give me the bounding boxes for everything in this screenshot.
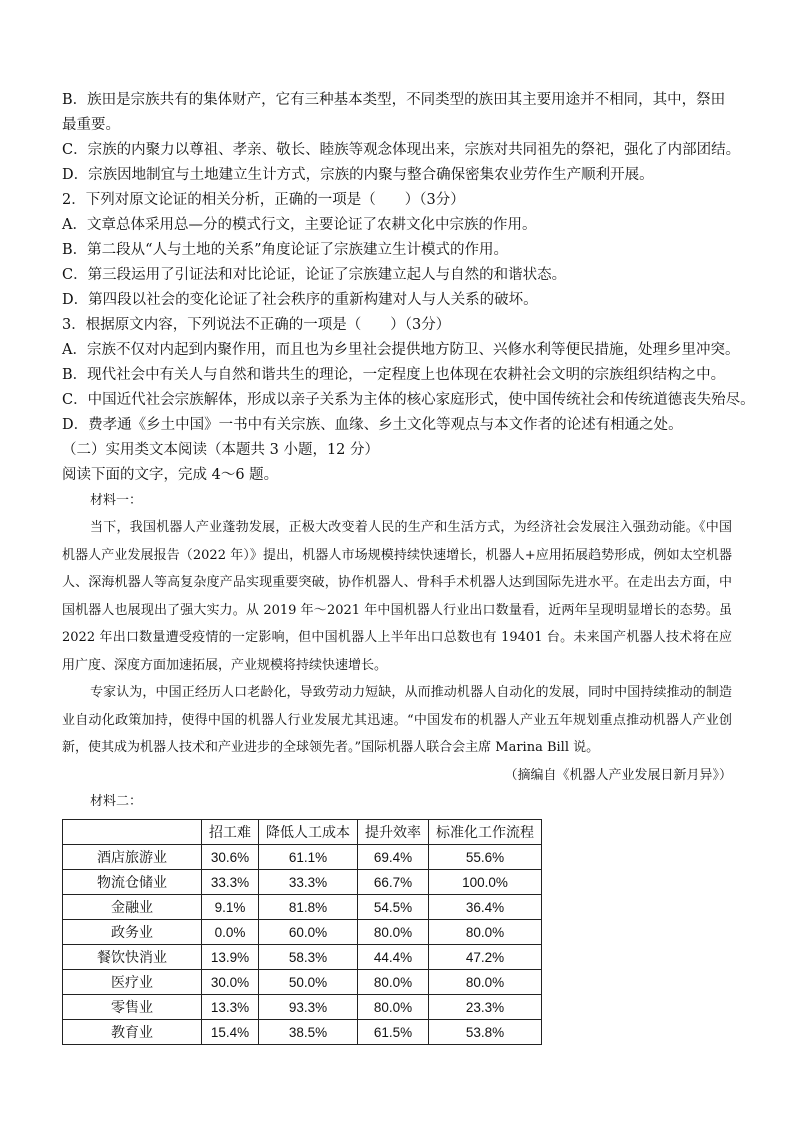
table-row — [63, 895, 542, 920]
table-cell: 15.4% — [202, 1020, 259, 1045]
table-header-cell: 标准化工作流程 — [429, 820, 542, 845]
table-cell: 33.3% — [202, 870, 259, 895]
table-cell: 0.0% — [202, 920, 259, 945]
material-one-paragraph-1: 当下，我国机器人产业蓬勃发展，正极大改变着人民的生产和生活方式，为经济社会发展注入强劲动能。《中国机器人产业发展报告（2022 年）》提出，机器人市场规模持续快速增长，机器人+应用拓展趋势形成，例如太空机器人、深海机器人等高复杂度产品实现重要突破，协作机器人、骨科手术机器人达到国际先进水平。在走出去方面，中国机器人也展现出了强大实力。从 2019 年～2021 年中国机器人行业出口数量看，近两年呈现明显增长的态势。虽 2022 年出口数量遭受疫情的一定影响，但中国机器人上半年出口总数也有 19401 台。未来国产机器人技术将在应用广度、深度方面加速拓展，产业规模将持续快速增长。 — [62, 520, 732, 673]
section-instruction: 阅读下面的文字，完成 4～6 题。 — [62, 467, 279, 483]
table-cell: 55.6% — [429, 845, 542, 870]
table-header-cell: 招工难 — [202, 820, 259, 845]
table-cell: 9.1% — [202, 895, 259, 920]
table-cell: 80.0% — [358, 970, 429, 995]
table-row-label: 教育业 — [63, 1020, 202, 1045]
table-cell: 93.3% — [259, 995, 358, 1020]
table-row-label: 金融业 — [63, 895, 202, 920]
table-row-label: 医疗业 — [63, 970, 202, 995]
table-row-label: 餐饮快消业 — [63, 945, 202, 970]
table-row-label: 酒店旅游业 — [63, 845, 202, 870]
table-cell: 80.0% — [429, 970, 542, 995]
table-cell: 44.4% — [358, 945, 429, 970]
table-header-row — [63, 820, 542, 845]
table-cell: 53.8% — [429, 1020, 542, 1045]
table-row-label: 零售业 — [63, 995, 202, 1020]
q2-option-d: D．第四段以社会的变化论证了社会秩序的重新构建对人与人关系的破坏。 — [62, 292, 538, 308]
table-header-cell: 降低人工成本 — [259, 820, 358, 845]
table-row-label: 政务业 — [63, 920, 202, 945]
q1-option-c: C．宗族的内聚力以尊祖、孝亲、敬长、睦族等观念体现出来，宗族对共同祖先的祭祀，强化了内部团结。 — [62, 142, 741, 158]
q3-option-a: A．宗族不仅对内起到内聚作用，而且也为乡里社会提供地方防卫、兴修水利等便民措施，处理乡里冲突。 — [62, 342, 740, 358]
table-cell: 13.9% — [202, 945, 259, 970]
q3-option-b: B．现代社会中有关人与自然和谐共生的理论，一定程度上也体现在农耕社会文明的宗族组织结构之中。 — [62, 367, 726, 383]
q1-option-b: B．族田是宗族共有的集体财产，它有三种基本类型，不同类型的族田其主要用途并不相同，其中，祭田最重要。 — [62, 92, 726, 133]
table-header-cell — [63, 820, 202, 845]
q2-option-a: A．文章总体采用总—分的模式行文，主要论证了农耕文化中宗族的作用。 — [62, 217, 537, 233]
material-two-title: 材料二： — [90, 794, 143, 809]
table-cell: 36.4% — [429, 895, 542, 920]
table-cell: 80.0% — [358, 920, 429, 945]
q1-option-d: D．宗族因地制宜与土地建立生计方式，宗族的内聚与整合确保密集农业劳作生产顺利开展。 — [62, 167, 654, 183]
table-row — [63, 1020, 542, 1045]
table-cell: 50.0% — [259, 970, 358, 995]
q3-option-c: C．中国近代社会宗族解体，形成以亲子关系为主体的核心家庭形式，使中国传统社会和传统道德丧失殆尽。 — [62, 392, 755, 408]
material-one-paragraph-2: 专家认为，中国正经历人口老龄化，导致劳动力短缺，从而推动机器人自动化的发展，同时中国持续推动的制造业自动化政策加持，使得中国的机器人行业发展尤其迅速。“中国发布的机器人产业五年规划重点推动机器人产业创新，使其成为机器人技术和产业进步的全球领先者。”国际机器人联合会主席 Marina Bill 说。 — [62, 685, 732, 755]
table-row — [63, 995, 542, 1020]
table-cell: 58.3% — [259, 945, 358, 970]
material-one-source: （摘编自《机器人产业发展日新月异》） — [504, 767, 732, 783]
table-cell: 23.3% — [429, 995, 542, 1020]
exam-page — [62, 88, 755, 1045]
table-cell: 33.3% — [259, 870, 358, 895]
table-cell: 13.3% — [202, 995, 259, 1020]
table-row — [63, 945, 542, 970]
q3-option-d: D．费孝通《乡土中国》一书中有关宗族、血缘、乡土文化等观点与本文作者的论述有相通之处。 — [62, 417, 683, 433]
section-heading: （二）实用类文本阅读（本题共 3 小题，12 分） — [62, 442, 380, 458]
table-row — [63, 845, 542, 870]
table-row — [63, 870, 542, 895]
table-cell: 54.5% — [358, 895, 429, 920]
table-cell: 47.2% — [429, 945, 542, 970]
table-row — [63, 920, 542, 945]
table-row-label: 物流仓储业 — [63, 870, 202, 895]
table-cell: 80.0% — [358, 995, 429, 1020]
q3-stem: 3．根据原文内容，下列说法不正确的一项是（ ）（3分） — [62, 317, 451, 333]
table-cell: 69.4% — [358, 845, 429, 870]
table-cell: 61.5% — [358, 1020, 429, 1045]
table-row — [63, 970, 542, 995]
table-cell: 38.5% — [259, 1020, 358, 1045]
industry-table — [62, 819, 542, 1045]
table-cell: 61.1% — [259, 845, 358, 870]
table-cell: 30.6% — [202, 845, 259, 870]
table-header-cell: 提升效率 — [358, 820, 429, 845]
table-cell: 80.0% — [429, 920, 542, 945]
table-cell: 30.0% — [202, 970, 259, 995]
table-cell: 81.8% — [259, 895, 358, 920]
q2-option-c: C．第三段运用了引证法和对比论证，论证了宗族建立起人与自然的和谐状态。 — [62, 267, 567, 283]
material-one-title: 材料一： — [90, 493, 143, 508]
q2-stem: 2．下列对原文论证的相关分析，正确的一项是（ ）（3分） — [62, 192, 465, 208]
table-cell: 66.7% — [358, 870, 429, 895]
q2-option-b: B．第二段从“人与土地的关系”角度论证了宗族建立生计模式的作用。 — [62, 242, 508, 258]
table-cell: 100.0% — [429, 870, 542, 895]
table-cell: 60.0% — [259, 920, 358, 945]
